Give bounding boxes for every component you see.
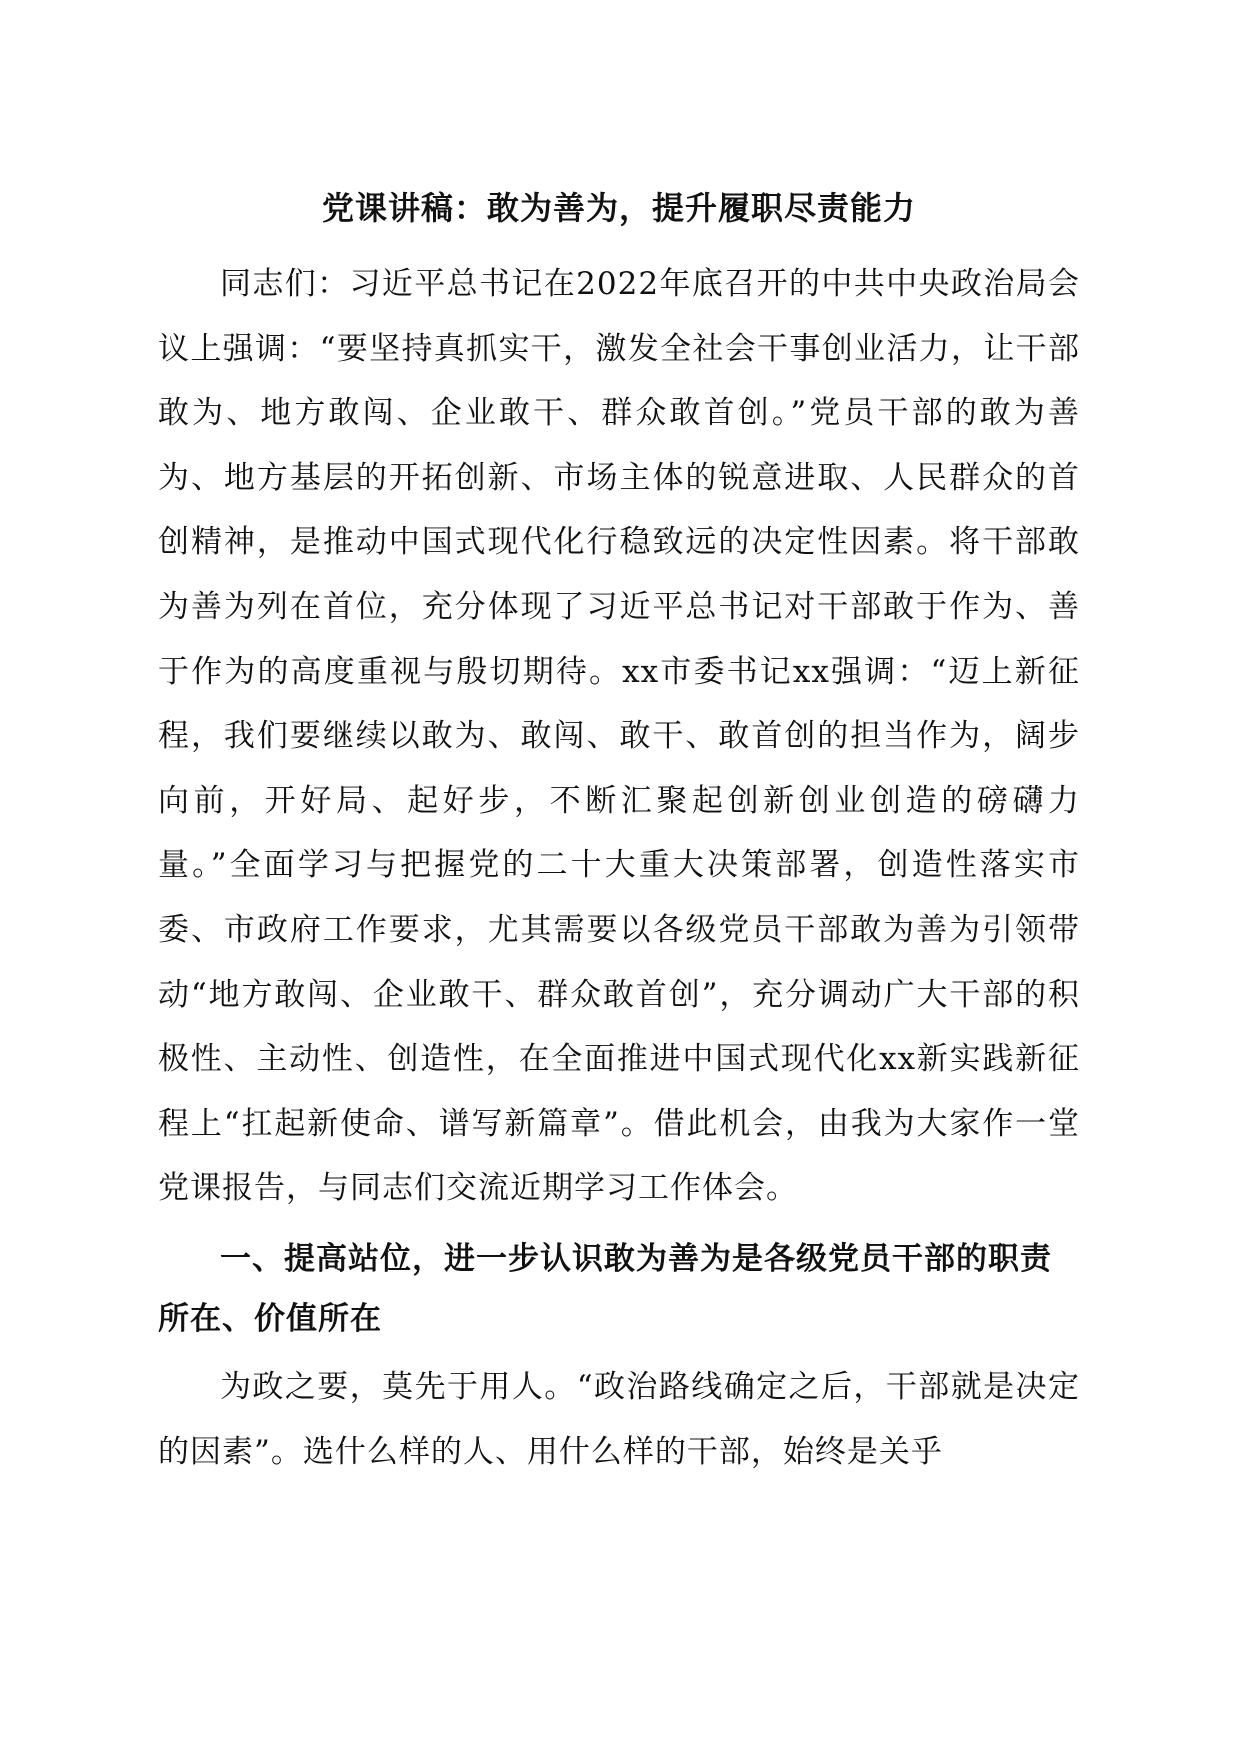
document-title: 党课讲稿：敢为善为，提升履职尽责能力	[321, 189, 916, 227]
section-paragraph: 为政之要，莫先于用人。“政治路线确定之后，干部就是决定的因素”。选什么样的人、用什么样的干部，始终是关乎	[158, 1368, 1080, 1470]
document-body	[158, 252, 1080, 1484]
intro-paragraph: 同志们：习近平总书记在2022年底召开的中共中央政治局会议上强调：“要坚持真抓实干，激发全社会干事创业活力，让干部敢为、地方敢闯、企业敢干、群众敢首创。”党员干部的敢为善为、地方基层的开拓创新、市场主体的锐意进取、人民群众的首创精神，是推动中国式现代化行稳致远的决定性因素。将干部敢为善为列在首位，充分体现了习近平总书记对干部敢于作为、善于作为的高度重视与殷切期待。xx市委书记xx强调：“迈上新征程，我们要继续以敢为、敢闯、敢干、敢首创的担当作为，阔步向前，开好局、起好步，不断汇聚起创新创业创造的磅礴力量。”全面学习与把握党的二十大重大决策部署，创造性落实市委、市政府工作要求，尤其需要以各级党员干部敢为善为引领带动“地方敢闯、企业敢干、群众敢首创”，充分调动广大干部的积极性、主动性、创造性，在全面推进中国式现代化xx新实践新征程上“扛起新使命、谱写新篇章”。借此机会，由我为大家作一堂党课报告，与同志们交流近期学习工作体会。	[158, 266, 1080, 1207]
section-heading: 一、提高站位，进一步认识敢为善为是各级党员干部的职责所在、价值所在	[158, 1240, 1052, 1337]
